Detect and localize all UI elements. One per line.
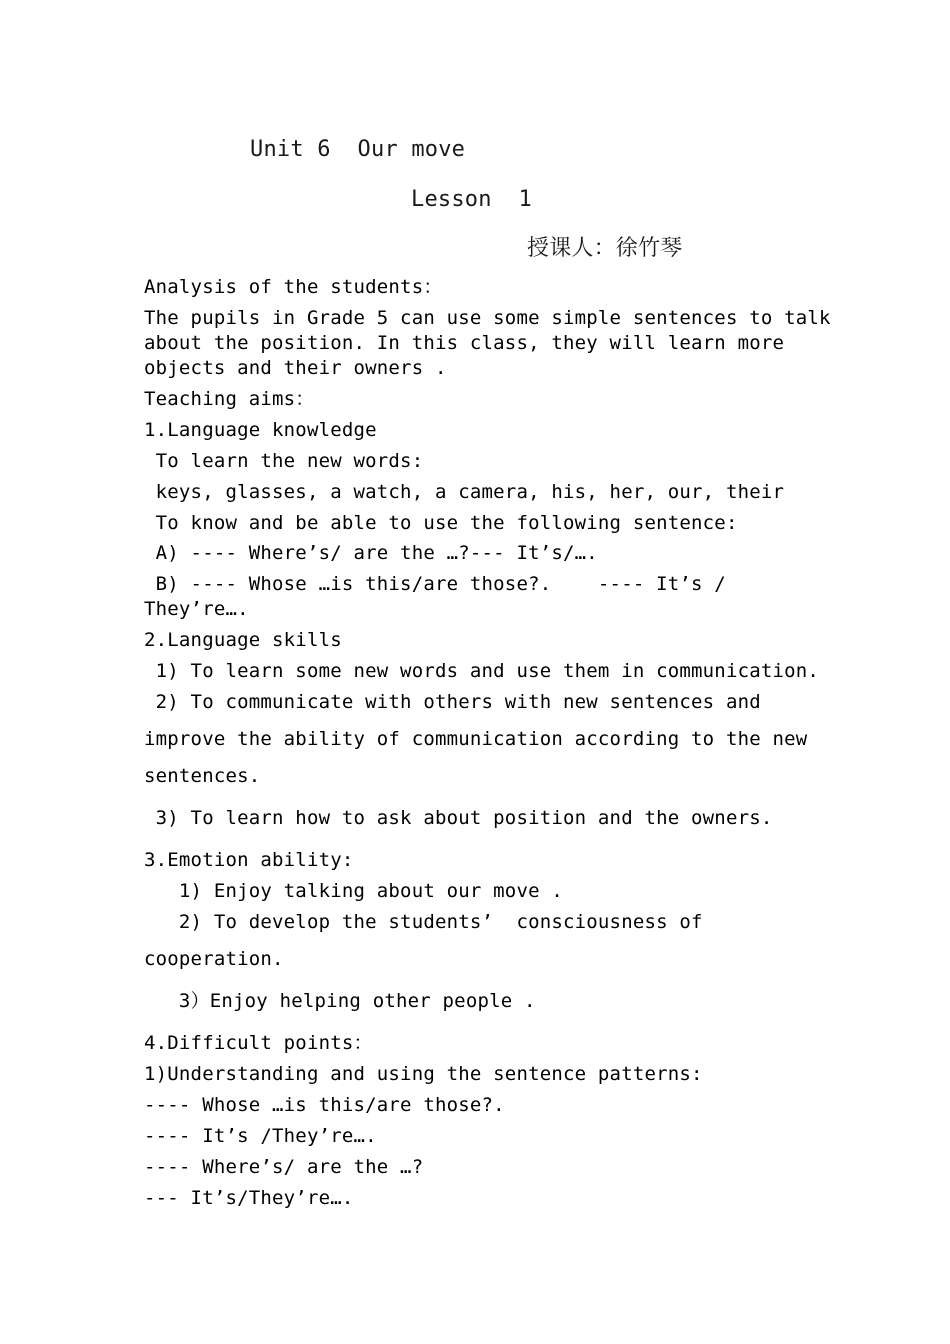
section-line: They’re…. bbox=[144, 598, 249, 620]
teaching-aims-heading: Teaching aims： bbox=[144, 388, 315, 410]
section-line: ---- Whose …is this/are those?. bbox=[144, 1094, 505, 1116]
section-heading: 2.Language skills bbox=[144, 629, 342, 651]
section-line: B) ---- Whose …is this/are those?. ---- It’s / bbox=[144, 573, 726, 595]
analysis-line: The pupils in Grade 5 can use some simple sentences to talk bbox=[144, 307, 831, 329]
section-line: 1) To learn some new words and use them in communication. bbox=[144, 660, 820, 682]
section-line: improve the ability of communication according to the new bbox=[144, 728, 808, 750]
lesson-subtitle: Lesson 1 bbox=[411, 187, 533, 212]
section-line: 2) To communicate with others with new sentences and bbox=[144, 691, 761, 713]
analysis-line: about the position. In this class, they will learn more bbox=[144, 332, 785, 354]
analysis-line: objects and their owners . bbox=[144, 357, 447, 379]
section-line: To learn the new words: bbox=[144, 450, 424, 472]
section-line: 3) To learn how to ask about position and the owners. bbox=[144, 807, 773, 829]
section-line: A) ---- Where’s/ are the …?--- It’s/…. bbox=[144, 542, 598, 564]
analysis-heading: Analysis of the students： bbox=[144, 276, 443, 298]
section-line: ---- Where’s/ are the …? bbox=[144, 1156, 424, 1178]
section-line: sentences. bbox=[144, 765, 261, 787]
section-line: 3）Enjoy helping other people . bbox=[144, 990, 536, 1012]
section-line: 1)Understanding and using the sentence patterns: bbox=[144, 1063, 703, 1085]
section-line: --- It’s/They’re…. bbox=[144, 1187, 354, 1209]
section-line: 2) To develop the students’ consciousness of bbox=[144, 911, 703, 933]
unit-title: Unit 6 Our move bbox=[250, 137, 466, 162]
section-heading: 4.Difficult points： bbox=[144, 1032, 373, 1054]
section-line: cooperation. bbox=[144, 948, 284, 970]
section-line: To know and be able to use the following sentence: bbox=[144, 512, 738, 534]
section-line: ---- It’s /They’re…. bbox=[144, 1125, 377, 1147]
section-line: keys, glasses, a watch, a camera, his, her, our, their bbox=[144, 481, 785, 503]
author-line: 授课人：徐竹琴 bbox=[527, 236, 683, 261]
section-line: 1) Enjoy talking about our move . bbox=[144, 880, 564, 902]
section-heading: 3.Emotion ability: bbox=[144, 849, 354, 871]
section-heading: 1.Language knowledge bbox=[144, 419, 377, 441]
